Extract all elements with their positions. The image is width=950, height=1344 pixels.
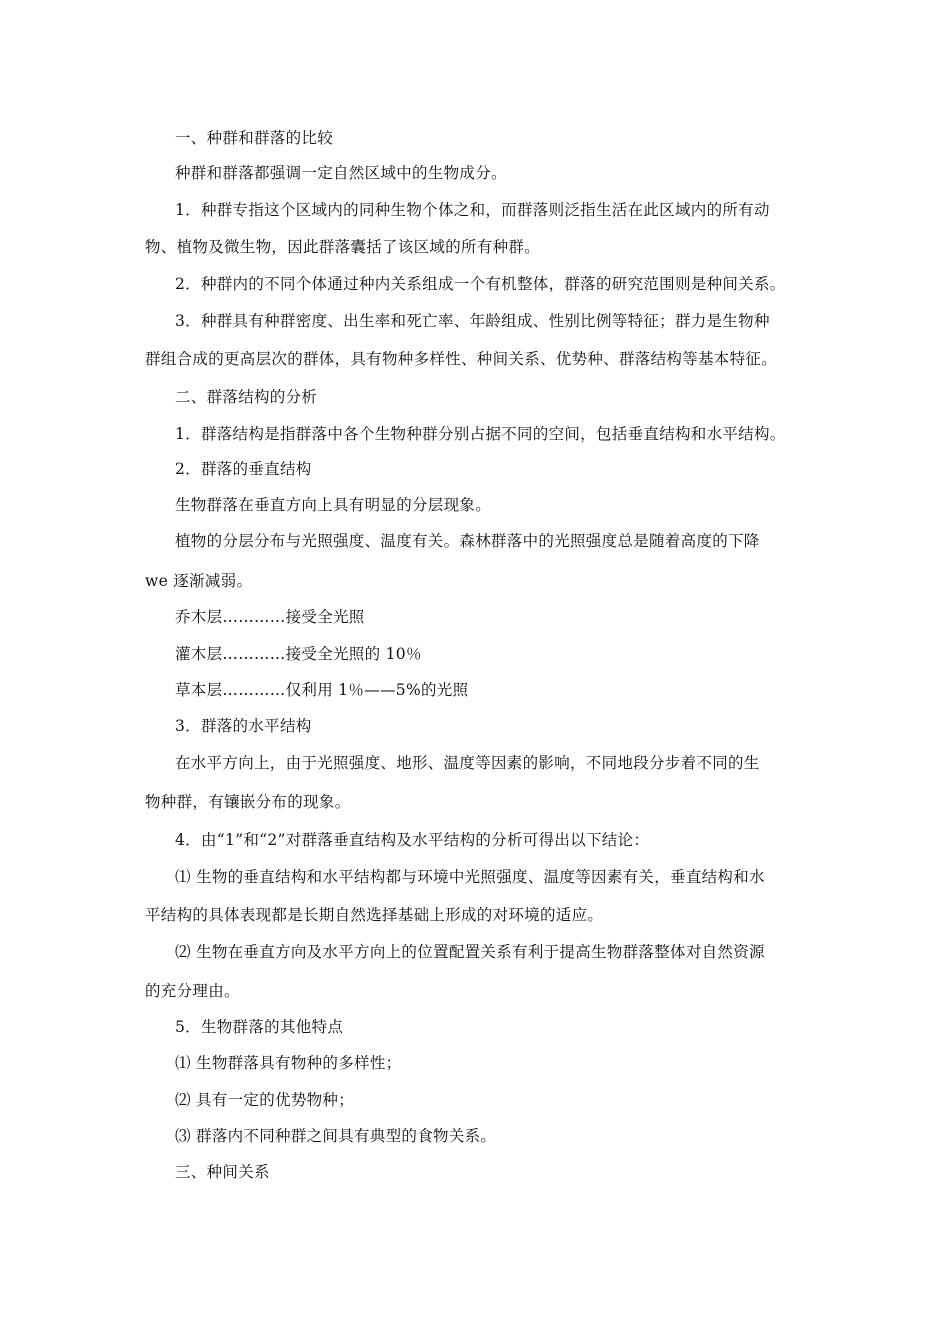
list-item: 草本层…………仅利用 1％——5%的光照 <box>175 681 469 699</box>
paragraph-line: 1．种群专指这个区域内的同种生物个体之和，而群落则泛指生活在此区域内的所有动 <box>175 201 770 219</box>
paragraph-line: 物种群，有镶嵌分布的现象。 <box>145 793 351 811</box>
subheading: 2．群落的垂直结构 <box>175 460 312 478</box>
paragraph-line: ⑴ 生物的垂直结构和水平结构都与环境中光照强度、温度等因素有关，垂直结构和水 <box>175 868 765 886</box>
paragraph-line: we 逐渐减弱。 <box>145 572 253 590</box>
paragraph-line: 平结构的具体表现都是长期自然选择基础上形成的对环境的适应。 <box>145 906 604 924</box>
heading-section-3: 三、种间关系 <box>175 1163 270 1181</box>
paragraph-line: 群组合成的更高层次的群体，具有物种多样性、种间关系、优势种、群落结构等基本特征。 <box>145 350 778 368</box>
list-item: ⑶ 群落内不同种群之间具有典型的食物关系。 <box>175 1127 497 1145</box>
paragraph-line: ⑵ 生物在垂直方向及水平方向上的位置配置关系有利于提高生物群落整体对自然资源 <box>175 943 765 961</box>
paragraph-line: 物、植物及微生物，因此群落囊括了该区域的所有种群。 <box>145 238 541 256</box>
paragraph-line: 1．群落结构是指群落中各个生物种群分别占据不同的空间，包括垂直结构和水平结构。 <box>175 425 786 443</box>
paragraph-line: 4．由“1”和“2”对群落垂直结构及水平结构的分析可得出以下结论： <box>175 831 650 849</box>
list-item: 灌木层…………接受全光照的 10％ <box>175 645 422 663</box>
paragraph-line: 3．种群具有种群密度、出生率和死亡率、年龄组成、性别比例等特征；群力是生物种 <box>175 312 770 330</box>
paragraph-line: 生物群落在垂直方向上具有明显的分层现象。 <box>175 496 492 514</box>
heading-section-1: 一、种群和群落的比较 <box>175 129 334 147</box>
paragraph-line: 2．种群内的不同个体通过种内关系组成一个有机整体，群落的研究范围则是种间关系。 <box>175 275 786 293</box>
paragraph-line: 植物的分层分布与光照强度、温度有关。森林群落中的光照强度总是随着高度的下降 <box>175 532 760 550</box>
paragraph-line: 在水平方向上，由于光照强度、地形、温度等因素的影响，不同地段分步着不同的生 <box>175 754 760 772</box>
paragraph-line: 种群和群落都强调一定自然区域中的生物成分。 <box>175 164 507 182</box>
list-item: 乔木层…………接受全光照 <box>175 608 365 626</box>
list-item: ⑵ 具有一定的优势物种； <box>175 1091 355 1109</box>
subheading: 3．群落的水平结构 <box>175 717 312 735</box>
list-item: ⑴ 生物群落具有物种的多样性； <box>175 1054 402 1072</box>
heading-section-2: 二、群落结构的分析 <box>175 388 318 406</box>
paragraph-line: 的充分理由。 <box>145 982 240 1000</box>
subheading: 5．生物群落的其他特点 <box>175 1018 344 1036</box>
